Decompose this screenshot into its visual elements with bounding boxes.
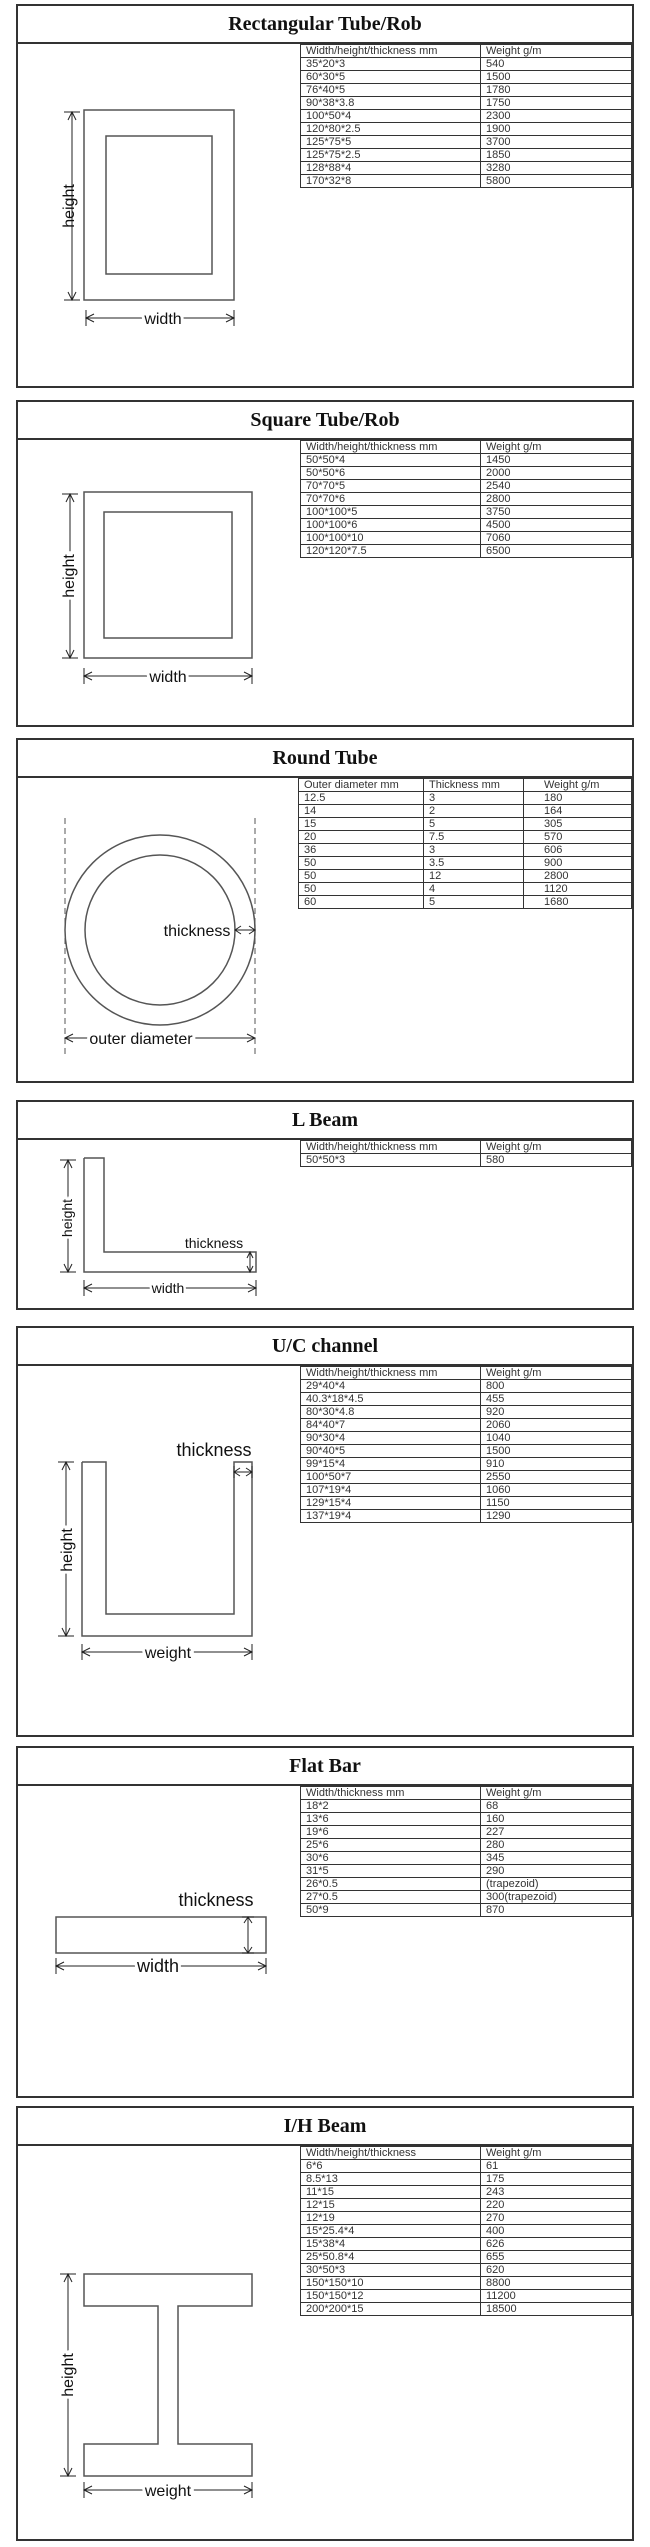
table-header-row	[301, 1787, 632, 1800]
table-row	[301, 1865, 632, 1878]
table-row	[301, 1497, 632, 1510]
cell-weight: 1450	[481, 454, 632, 467]
table-row	[301, 175, 632, 188]
table-row	[301, 1904, 632, 1917]
cell-size: 90*30*4	[301, 1432, 481, 1445]
height-label: height	[61, 184, 78, 228]
height-label: height	[60, 2353, 77, 2397]
cell-thickness: 2	[424, 805, 524, 818]
cell-size: 99*15*4	[301, 1458, 481, 1471]
height-label: height	[59, 1528, 76, 1572]
cell-weight: 18500	[481, 2303, 632, 2316]
table-row	[301, 1839, 632, 1852]
square-tube-drawing	[18, 440, 300, 725]
cell-size: 100*100*5	[301, 506, 481, 519]
cell-weight: 1120	[524, 883, 632, 896]
table-row	[301, 84, 632, 97]
cell-size: 35*20*3	[301, 58, 481, 71]
section-title: Square Tube/Rob	[18, 402, 632, 440]
table-row	[301, 532, 632, 545]
column-header: Width/height/thickness mm	[301, 45, 481, 58]
round-tube-table	[298, 778, 632, 909]
cell-thickness: 3	[424, 844, 524, 857]
table-row	[301, 2238, 632, 2251]
cell-weight: 540	[481, 58, 632, 71]
cell-weight: 160	[481, 1813, 632, 1826]
cell-weight: 800	[481, 1380, 632, 1393]
square-tube-table	[300, 440, 632, 558]
cell-size: 50*50*6	[301, 467, 481, 480]
column-header: Width/thickness mm	[301, 1787, 481, 1800]
section-ih-beam	[16, 2106, 634, 2541]
cell-size: 15*25.4*4	[301, 2225, 481, 2238]
table-row	[299, 883, 632, 896]
table-row	[301, 2290, 632, 2303]
cell-weight: 900	[524, 857, 632, 870]
cell-weight: 655	[481, 2251, 632, 2264]
cell-size: 128*88*4	[301, 162, 481, 175]
table-row	[301, 1878, 632, 1891]
table-row	[301, 1380, 632, 1393]
column-header: Weight g/m	[481, 1787, 632, 1800]
cell-weight: 920	[481, 1406, 632, 1419]
uc-channel-table	[300, 1366, 632, 1523]
cell-size: 11*15	[301, 2186, 481, 2199]
section-title: Round Tube	[18, 740, 632, 778]
table-row	[301, 1432, 632, 1445]
cell-weight: 1850	[481, 149, 632, 162]
thickness-label: thickness	[163, 923, 231, 940]
cell-size: 120*80*2.5	[301, 123, 481, 136]
width-label: weight	[144, 1645, 192, 1662]
table-row	[301, 2212, 632, 2225]
table-row	[301, 1393, 632, 1406]
cell-weight: 1150	[481, 1497, 632, 1510]
table-row	[301, 2277, 632, 2290]
cell-size: 50*50*3	[301, 1154, 481, 1167]
cell-weight: 6500	[481, 545, 632, 558]
cell-size: 200*200*15	[301, 2303, 481, 2316]
cell-size: 100*100*6	[301, 519, 481, 532]
uc-channel-drawing	[18, 1366, 300, 1735]
cell-size: 25*50.8*4	[301, 2251, 481, 2264]
ih-beam-table	[300, 2146, 632, 2316]
cell-size: 12*19	[301, 2212, 481, 2225]
width-label: weight	[144, 2483, 192, 2500]
table-row	[301, 1510, 632, 1523]
cell-weight: 1750	[481, 97, 632, 110]
column-header: Width/height/thickness mm	[301, 441, 481, 454]
column-header: Thickness mm	[424, 779, 524, 792]
cell-weight: 2000	[481, 467, 632, 480]
section-flat-bar	[16, 1746, 634, 2098]
cell-weight: 1900	[481, 123, 632, 136]
cell-outer-diameter: 60	[299, 896, 424, 909]
cell-size: 15*38*4	[301, 2238, 481, 2251]
table-row	[301, 2160, 632, 2173]
cell-weight: 400	[481, 2225, 632, 2238]
cell-size: 30*6	[301, 1852, 481, 1865]
uc-channel-diagram	[18, 1366, 300, 1735]
cell-size: 29*40*4	[301, 1380, 481, 1393]
cell-size: 70*70*6	[301, 493, 481, 506]
section-l-beam	[16, 1100, 634, 1310]
table-row	[299, 857, 632, 870]
cell-outer-diameter: 50	[299, 870, 424, 883]
square-tube-diagram	[18, 440, 300, 725]
cell-weight: 1040	[481, 1432, 632, 1445]
cell-size: 150*150*12	[301, 2290, 481, 2303]
cell-thickness: 7.5	[424, 831, 524, 844]
cell-weight: 4500	[481, 519, 632, 532]
rectangular-tube-table	[300, 44, 632, 188]
cell-weight: 1500	[481, 71, 632, 84]
thickness-label: thickness	[178, 1890, 254, 1910]
cell-size: 13*6	[301, 1813, 481, 1826]
table-row	[301, 1800, 632, 1813]
table-header-row	[301, 441, 632, 454]
section-title: U/C channel	[18, 1328, 632, 1366]
cell-weight: 1060	[481, 1484, 632, 1497]
table-row	[301, 1471, 632, 1484]
flat-bar-table	[300, 1786, 632, 1917]
table-header-row	[299, 779, 632, 792]
height-label: height	[61, 554, 78, 598]
rectangular-tube-diagram	[18, 44, 300, 386]
cell-weight: 175	[481, 2173, 632, 2186]
table-row	[299, 844, 632, 857]
cell-weight: 68	[481, 1800, 632, 1813]
column-header: Weight g/m	[481, 1367, 632, 1380]
table-row	[299, 818, 632, 831]
table-header-row	[301, 45, 632, 58]
cell-thickness: 5	[424, 896, 524, 909]
cell-size: 90*38*3.8	[301, 97, 481, 110]
cell-weight: 626	[481, 2238, 632, 2251]
table-row	[301, 2186, 632, 2199]
cell-weight: 220	[481, 2199, 632, 2212]
cell-weight: 580	[481, 1154, 632, 1167]
table-header-row	[301, 1367, 632, 1380]
table-row	[301, 493, 632, 506]
cell-weight: 7060	[481, 532, 632, 545]
table-row	[301, 1154, 632, 1167]
table-row	[299, 805, 632, 818]
column-header: Width/height/thickness mm	[301, 1367, 481, 1380]
cell-size: 19*6	[301, 1826, 481, 1839]
cell-size: 26*0.5	[301, 1878, 481, 1891]
outer-diameter-label: outer diameter	[89, 1031, 193, 1048]
round-tube-diagram	[18, 778, 298, 1081]
cell-weight: 3280	[481, 162, 632, 175]
table-row	[301, 2173, 632, 2186]
cell-weight: 270	[481, 2212, 632, 2225]
cell-size: 76*40*5	[301, 84, 481, 97]
cell-size: 27*0.5	[301, 1891, 481, 1904]
table-row	[301, 1813, 632, 1826]
section-title: L Beam	[18, 1102, 632, 1140]
cell-outer-diameter: 20	[299, 831, 424, 844]
table-row	[301, 2225, 632, 2238]
cell-weight: 910	[481, 1458, 632, 1471]
round-tube-drawing	[18, 778, 300, 1081]
column-header: Weight g/m	[524, 779, 632, 792]
table-row	[301, 467, 632, 480]
table-row	[301, 2251, 632, 2264]
column-header: Outer diameter mm	[299, 779, 424, 792]
cell-weight: 243	[481, 2186, 632, 2199]
cell-weight: 11200	[481, 2290, 632, 2303]
cell-weight: 2800	[524, 870, 632, 883]
table-row	[301, 2264, 632, 2277]
cell-outer-diameter: 14	[299, 805, 424, 818]
cell-weight: 870	[481, 1904, 632, 1917]
cell-weight: 164	[524, 805, 632, 818]
cell-outer-diameter: 36	[299, 844, 424, 857]
l-beam-table	[300, 1140, 632, 1167]
table-row	[301, 545, 632, 558]
table-row	[301, 1445, 632, 1458]
cell-size: 30*50*3	[301, 2264, 481, 2277]
cell-weight: 180	[524, 792, 632, 805]
cell-weight: 227	[481, 1826, 632, 1839]
cell-thickness: 5	[424, 818, 524, 831]
cell-size: 31*5	[301, 1865, 481, 1878]
cell-outer-diameter: 50	[299, 857, 424, 870]
cell-size: 100*50*7	[301, 1471, 481, 1484]
width-label: width	[144, 311, 182, 328]
table-row	[301, 1826, 632, 1839]
l-beam-drawing	[18, 1140, 300, 1308]
section-uc-channel	[16, 1326, 634, 1737]
cell-size: 150*150*10	[301, 2277, 481, 2290]
cell-weight: (trapezoid)	[481, 1878, 632, 1891]
section-round-tube	[16, 738, 634, 1083]
cell-size: 80*30*4.8	[301, 1406, 481, 1419]
table-row	[301, 2303, 632, 2316]
width-label: width	[136, 1956, 180, 1976]
cell-weight: 455	[481, 1393, 632, 1406]
cell-size: 12*15	[301, 2199, 481, 2212]
section-title: Rectangular Tube/Rob	[18, 6, 632, 44]
cell-size: 6*6	[301, 2160, 481, 2173]
column-header: Weight g/m	[481, 2147, 632, 2160]
cell-size: 70*70*5	[301, 480, 481, 493]
cell-size: 25*6	[301, 1839, 481, 1852]
section-rectangular-tube	[16, 4, 634, 388]
cell-size: 60*30*5	[301, 71, 481, 84]
cell-weight: 345	[481, 1852, 632, 1865]
cell-weight: 3700	[481, 136, 632, 149]
rectangular-tube-drawing	[18, 44, 300, 386]
cell-size: 100*50*4	[301, 110, 481, 123]
cell-size: 125*75*2.5	[301, 149, 481, 162]
cell-size: 18*2	[301, 1800, 481, 1813]
cell-weight: 2550	[481, 1471, 632, 1484]
cell-thickness: 4	[424, 883, 524, 896]
width-label: width	[151, 1280, 185, 1296]
cell-size: 100*100*10	[301, 532, 481, 545]
table-row	[301, 149, 632, 162]
cell-weight: 2800	[481, 493, 632, 506]
column-header: Weight g/m	[481, 45, 632, 58]
cell-weight: 5800	[481, 175, 632, 188]
column-header: Weight g/m	[481, 441, 632, 454]
cell-size: 137*19*4	[301, 1510, 481, 1523]
cell-weight: 305	[524, 818, 632, 831]
cell-weight: 620	[481, 2264, 632, 2277]
column-header: Width/height/thickness mm	[301, 1141, 481, 1154]
cell-outer-diameter: 12.5	[299, 792, 424, 805]
section-title: I/H Beam	[18, 2108, 632, 2146]
cell-weight: 570	[524, 831, 632, 844]
table-header-row	[301, 1141, 632, 1154]
width-label: width	[149, 669, 187, 686]
table-row	[299, 870, 632, 883]
table-row	[301, 58, 632, 71]
cell-weight: 1290	[481, 1510, 632, 1523]
cell-size: 84*40*7	[301, 1419, 481, 1432]
ih-beam-drawing	[18, 2146, 300, 2539]
cell-weight: 1780	[481, 84, 632, 97]
table-row	[301, 1458, 632, 1471]
height-label: height	[59, 1198, 75, 1238]
table-row	[301, 162, 632, 175]
cell-size: 40.3*18*4.5	[301, 1393, 481, 1406]
table-row	[301, 454, 632, 467]
table-row	[301, 1891, 632, 1904]
table-row	[299, 831, 632, 844]
section-title: Flat Bar	[18, 1748, 632, 1786]
table-row	[301, 1406, 632, 1419]
cell-size: 120*120*7.5	[301, 545, 481, 558]
table-row	[301, 1419, 632, 1432]
table-header-row	[301, 2147, 632, 2160]
thickness-label: thickness	[176, 1440, 252, 1460]
flat-bar-drawing	[18, 1786, 300, 2096]
cell-weight: 3750	[481, 506, 632, 519]
ih-beam-diagram	[18, 2146, 300, 2539]
cell-weight: 300(trapezoid)	[481, 1891, 632, 1904]
cell-size: 107*19*4	[301, 1484, 481, 1497]
table-row	[299, 896, 632, 909]
table-row	[301, 71, 632, 84]
cell-size: 50*50*4	[301, 454, 481, 467]
cell-weight: 606	[524, 844, 632, 857]
cell-size: 8.5*13	[301, 2173, 481, 2186]
cell-weight: 280	[481, 1839, 632, 1852]
table-row	[301, 2199, 632, 2212]
l-beam-diagram	[18, 1140, 300, 1308]
cell-outer-diameter: 15	[299, 818, 424, 831]
table-row	[301, 110, 632, 123]
cell-weight: 2060	[481, 1419, 632, 1432]
table-row	[301, 97, 632, 110]
table-row	[301, 506, 632, 519]
cell-size: 170*32*8	[301, 175, 481, 188]
cell-weight: 61	[481, 2160, 632, 2173]
cell-thickness: 3	[424, 792, 524, 805]
flat-bar-diagram	[18, 1786, 300, 2096]
cell-size: 125*75*5	[301, 136, 481, 149]
thickness-label: thickness	[184, 1235, 244, 1251]
cell-size: 50*9	[301, 1904, 481, 1917]
table-row	[301, 1484, 632, 1497]
table-row	[301, 519, 632, 532]
column-header: Weight g/m	[481, 1141, 632, 1154]
table-row	[299, 792, 632, 805]
table-row	[301, 480, 632, 493]
cell-outer-diameter: 50	[299, 883, 424, 896]
cell-weight: 1680	[524, 896, 632, 909]
table-row	[301, 123, 632, 136]
cell-weight: 290	[481, 1865, 632, 1878]
cell-weight: 2540	[481, 480, 632, 493]
table-row	[301, 136, 632, 149]
column-header: Width/height/thickness	[301, 2147, 481, 2160]
table-row	[301, 1852, 632, 1865]
cell-weight: 1500	[481, 1445, 632, 1458]
cell-size: 129*15*4	[301, 1497, 481, 1510]
section-square-tube	[16, 400, 634, 727]
cell-weight: 2300	[481, 110, 632, 123]
cell-size: 90*40*5	[301, 1445, 481, 1458]
cell-weight: 8800	[481, 2277, 632, 2290]
cell-thickness: 12	[424, 870, 524, 883]
cell-thickness: 3.5	[424, 857, 524, 870]
